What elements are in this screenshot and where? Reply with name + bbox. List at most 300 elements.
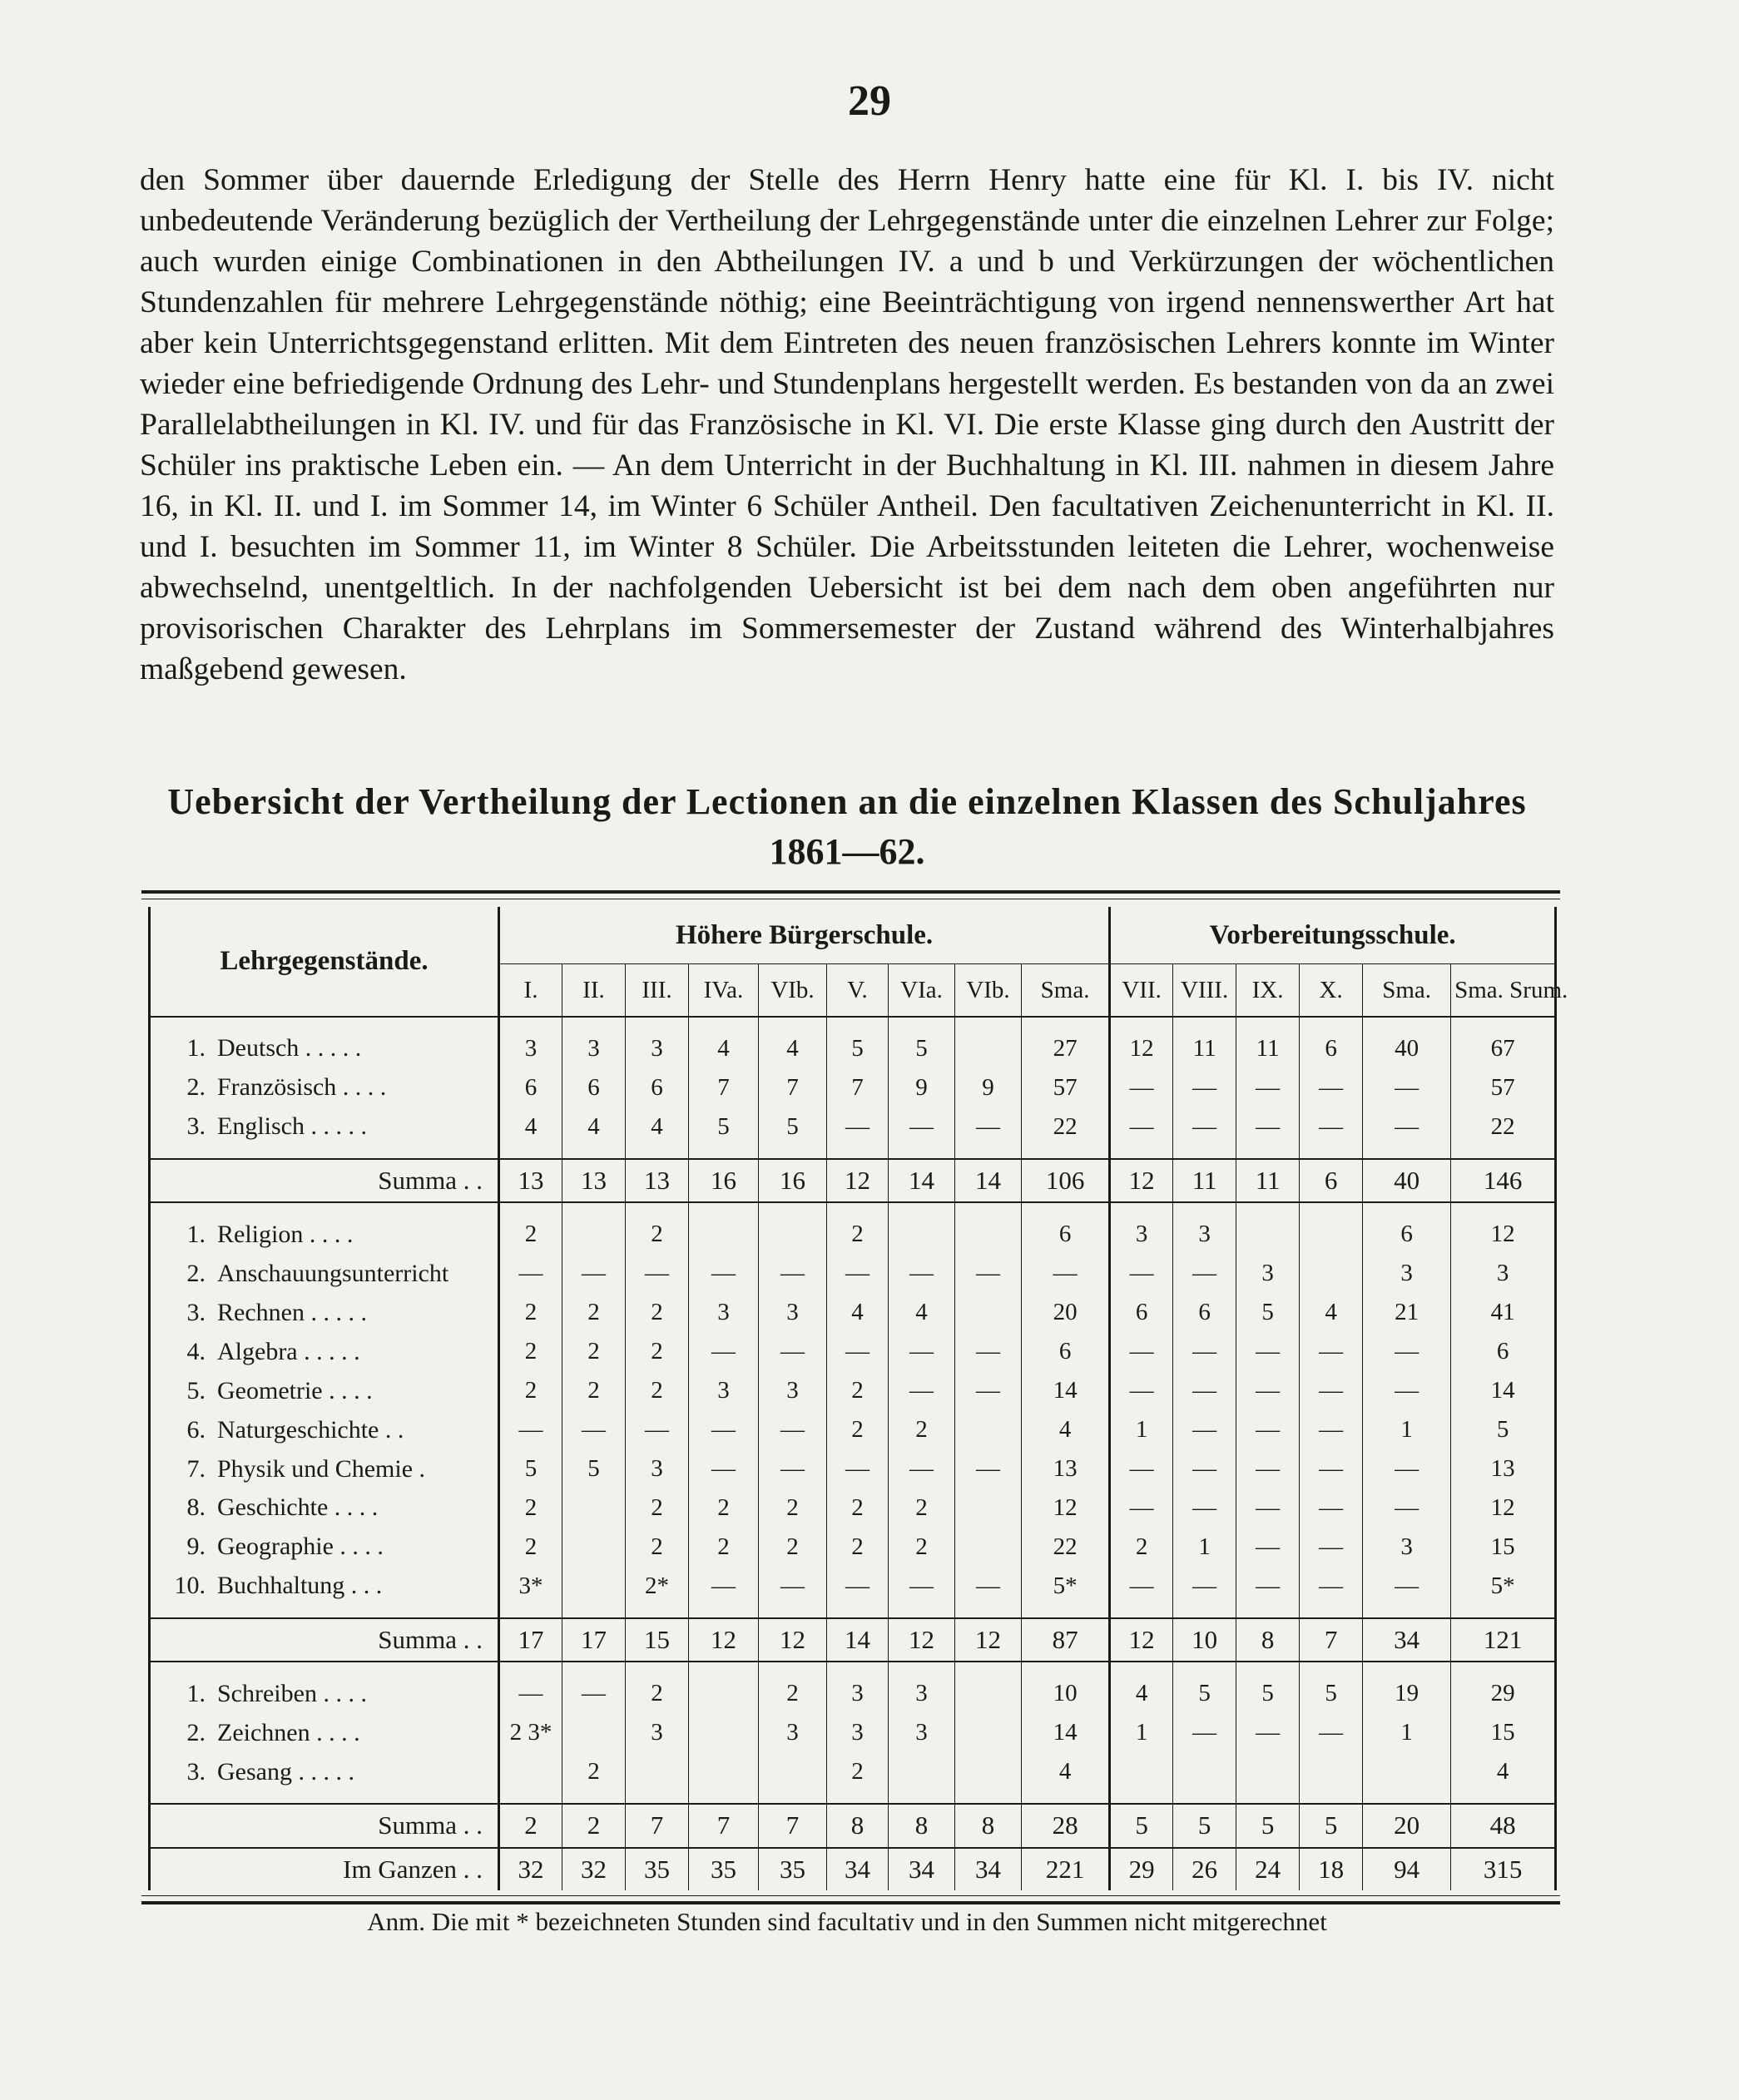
value-cell: — xyxy=(1236,1488,1300,1528)
value-cell: 2 xyxy=(499,1293,562,1332)
value-cell xyxy=(955,1752,1022,1791)
value-cell: 10 xyxy=(1022,1674,1110,1713)
value-cell: 13 xyxy=(1022,1449,1110,1488)
value-cell: 3 xyxy=(1110,1215,1173,1254)
value-cell: — xyxy=(889,1371,955,1410)
value-cell: 4 xyxy=(1022,1410,1110,1449)
subject-name: Französisch . . . . xyxy=(217,1073,387,1102)
value-cell: 8 xyxy=(889,1804,955,1847)
value-cell: — xyxy=(955,1332,1022,1371)
subject-cell xyxy=(150,1293,499,1332)
value-cell: 40 xyxy=(1363,1159,1451,1202)
value-cell: 18 xyxy=(1300,1848,1363,1890)
value-cell: 2 xyxy=(827,1488,889,1528)
value-cell: 8 xyxy=(955,1804,1022,1847)
column-header: X. xyxy=(1300,964,1363,1018)
value-cell: 11 xyxy=(1236,1029,1300,1068)
value-cell: — xyxy=(1110,1254,1173,1293)
value-cell: — xyxy=(1300,1713,1363,1752)
value-cell: 6 xyxy=(562,1068,626,1107)
value-cell: 3 xyxy=(626,1029,689,1068)
value-cell: — xyxy=(1173,1567,1236,1606)
table-title: Uebersicht der Vertheilung der Lectionen an die einzelnen Klassen des Schuljahres xyxy=(167,781,1527,822)
value-cell: 2 xyxy=(562,1804,626,1847)
value-cell: 2 xyxy=(499,1528,562,1567)
value-cell: — xyxy=(889,1449,955,1488)
value-cell: 4 xyxy=(759,1029,827,1068)
value-cell: 14 xyxy=(955,1159,1022,1202)
subject-number: 7. xyxy=(186,1454,206,1483)
value-cell: 3 xyxy=(689,1293,759,1332)
subject-cell xyxy=(150,1528,499,1567)
subject-number: 1. xyxy=(186,1220,206,1248)
value-cell: 11 xyxy=(1173,1029,1236,1068)
value-cell: — xyxy=(626,1254,689,1293)
value-cell: 6 xyxy=(626,1068,689,1107)
column-header: I. xyxy=(499,964,562,1018)
value-cell: — xyxy=(1173,1371,1236,1410)
value-cell: 2 xyxy=(759,1674,827,1713)
value-cell: 14 xyxy=(1022,1713,1110,1752)
value-cell: 4 xyxy=(626,1107,689,1147)
value-cell: 3 xyxy=(759,1713,827,1752)
value-cell: 2 xyxy=(499,1371,562,1410)
value-cell: 3 xyxy=(827,1674,889,1713)
value-cell: 24 xyxy=(1236,1848,1300,1890)
value-cell: 12 xyxy=(1022,1488,1110,1528)
value-cell: 7 xyxy=(759,1068,827,1107)
column-header: VII. xyxy=(1110,964,1173,1018)
value-cell: 12 xyxy=(759,1618,827,1662)
table-row xyxy=(150,1293,1556,1332)
value-cell: 19 xyxy=(1363,1674,1451,1713)
subject-name: Religion . . . . xyxy=(217,1220,354,1248)
value-cell: 1 xyxy=(1110,1713,1173,1752)
table-row xyxy=(150,1107,1556,1147)
value-cell: 8 xyxy=(827,1804,889,1847)
value-cell: 48 xyxy=(1451,1804,1556,1847)
value-cell: 4 xyxy=(1300,1293,1363,1332)
value-cell: 57 xyxy=(1451,1068,1556,1107)
value-cell: 5 xyxy=(1173,1804,1236,1847)
summa-label: Summa . . xyxy=(150,1618,499,1662)
value-cell: 12 xyxy=(889,1618,955,1662)
value-cell xyxy=(562,1488,626,1528)
value-cell: 3 xyxy=(1451,1254,1556,1293)
value-cell: — xyxy=(1300,1107,1363,1147)
value-cell: — xyxy=(827,1449,889,1488)
value-cell xyxy=(955,1410,1022,1449)
value-cell: 5 xyxy=(562,1449,626,1488)
value-cell: 3* xyxy=(499,1567,562,1606)
table-row xyxy=(150,1674,1556,1713)
value-cell: 5 xyxy=(1236,1674,1300,1713)
value-cell: 3 xyxy=(626,1449,689,1488)
value-cell: 9 xyxy=(889,1068,955,1107)
value-cell: 5 xyxy=(1110,1804,1173,1847)
value-cell: 1 xyxy=(1173,1528,1236,1567)
value-cell: 2 xyxy=(562,1371,626,1410)
value-cell: — xyxy=(1173,1332,1236,1371)
subject-cell xyxy=(150,1254,499,1293)
value-cell: — xyxy=(499,1410,562,1449)
value-cell: — xyxy=(827,1567,889,1606)
value-cell xyxy=(955,1029,1022,1068)
value-cell: 2* xyxy=(626,1567,689,1606)
value-cell: — xyxy=(1300,1488,1363,1528)
value-cell xyxy=(562,1215,626,1254)
value-cell xyxy=(1300,1752,1363,1791)
value-cell: — xyxy=(1110,1068,1173,1107)
value-cell: 6 xyxy=(1022,1332,1110,1371)
summa-label: Summa . . xyxy=(150,1159,499,1202)
value-cell: 3 xyxy=(1173,1215,1236,1254)
value-cell: — xyxy=(889,1567,955,1606)
value-cell: 2 xyxy=(827,1528,889,1567)
subject-name: Geographie . . . . xyxy=(217,1533,384,1561)
value-cell: 2 xyxy=(827,1215,889,1254)
value-cell: 5 xyxy=(1300,1804,1363,1847)
value-cell: 12 xyxy=(1110,1618,1173,1662)
value-cell: 16 xyxy=(759,1159,827,1202)
value-cell: — xyxy=(1300,1371,1363,1410)
column-header: III. xyxy=(626,964,689,1018)
value-cell: — xyxy=(955,1107,1022,1147)
value-cell: 3 xyxy=(499,1029,562,1068)
value-cell xyxy=(689,1752,759,1791)
value-cell: — xyxy=(1363,1371,1451,1410)
value-cell: 6 xyxy=(1110,1293,1173,1332)
value-cell: — xyxy=(889,1332,955,1371)
column-header: Sma. xyxy=(1363,964,1451,1018)
value-cell: 29 xyxy=(1451,1674,1556,1713)
value-cell: — xyxy=(499,1674,562,1713)
subject-name: Zeichnen . . . . xyxy=(217,1718,360,1746)
subject-cell xyxy=(150,1332,499,1371)
value-cell: 32 xyxy=(499,1848,562,1890)
value-cell: 11 xyxy=(1173,1159,1236,1202)
value-cell: 15 xyxy=(1451,1713,1556,1752)
value-cell: 5 xyxy=(1173,1674,1236,1713)
value-cell: 3 xyxy=(889,1674,955,1713)
value-cell: — xyxy=(562,1674,626,1713)
value-cell: 5 xyxy=(1236,1293,1300,1332)
value-cell: 35 xyxy=(626,1848,689,1890)
value-cell xyxy=(1300,1215,1363,1254)
value-cell: 5 xyxy=(689,1107,759,1147)
value-cell: 14 xyxy=(827,1618,889,1662)
table-year: 1861—62. xyxy=(769,831,925,872)
subject-cell xyxy=(150,1068,499,1107)
column-header: VIb. xyxy=(759,964,827,1018)
subject-number: 2. xyxy=(186,1718,206,1746)
column-header: Sma. xyxy=(1022,964,1110,1018)
value-cell: 5 xyxy=(1300,1674,1363,1713)
value-cell: 13 xyxy=(499,1159,562,1202)
value-cell: 34 xyxy=(1363,1618,1451,1662)
value-cell: 35 xyxy=(689,1848,759,1890)
value-cell: — xyxy=(689,1449,759,1488)
table-top-rule xyxy=(141,890,1560,899)
spacer-row xyxy=(150,1017,1556,1029)
table-row xyxy=(150,1528,1556,1567)
value-cell: 22 xyxy=(1022,1107,1110,1147)
subject-name: Geometrie . . . . xyxy=(217,1376,373,1404)
value-cell: 21 xyxy=(1363,1293,1451,1332)
value-cell: — xyxy=(1300,1332,1363,1371)
value-cell: 7 xyxy=(827,1068,889,1107)
value-cell xyxy=(689,1713,759,1752)
value-cell: 2 xyxy=(626,1215,689,1254)
value-cell: — xyxy=(1173,1713,1236,1752)
column-header: VIII. xyxy=(1173,964,1236,1018)
value-cell: 2 xyxy=(827,1371,889,1410)
subject-name: Schreiben . . . . xyxy=(217,1679,367,1707)
value-cell: 4 xyxy=(1110,1674,1173,1713)
value-cell: 15 xyxy=(1451,1528,1556,1567)
table-row xyxy=(150,1254,1556,1293)
value-cell: — xyxy=(827,1332,889,1371)
subject-name: Rechnen . . . . . xyxy=(217,1298,367,1326)
value-cell: — xyxy=(889,1107,955,1147)
value-cell: 2 xyxy=(626,1488,689,1528)
value-cell: — xyxy=(1236,1528,1300,1567)
value-cell: 4 xyxy=(689,1029,759,1068)
value-cell: — xyxy=(1363,1107,1451,1147)
subject-number: 1. xyxy=(186,1679,206,1707)
value-cell: 32 xyxy=(562,1848,626,1890)
subject-cell xyxy=(150,1752,499,1791)
value-cell: 22 xyxy=(1022,1528,1110,1567)
value-cell: 3 xyxy=(1236,1254,1300,1293)
column-header: VIa. xyxy=(889,964,955,1018)
value-cell: — xyxy=(955,1254,1022,1293)
value-cell: 5 xyxy=(1451,1410,1556,1449)
value-cell: 17 xyxy=(562,1618,626,1662)
value-cell: — xyxy=(626,1410,689,1449)
value-cell xyxy=(759,1215,827,1254)
summa-row xyxy=(150,1618,1556,1662)
value-cell: 16 xyxy=(689,1159,759,1202)
value-cell: 34 xyxy=(889,1848,955,1890)
value-cell: 2 3* xyxy=(499,1713,562,1752)
value-cell: 3 xyxy=(626,1713,689,1752)
value-cell xyxy=(1363,1752,1451,1791)
value-cell: — xyxy=(1300,1410,1363,1449)
value-cell: — xyxy=(955,1567,1022,1606)
summa-row xyxy=(150,1159,1556,1202)
value-cell: 12 xyxy=(1451,1215,1556,1254)
subject-name: Algebra . . . . . xyxy=(217,1337,360,1365)
subject-number: 8. xyxy=(186,1493,206,1522)
value-cell: — xyxy=(1110,1567,1173,1606)
table-row xyxy=(150,1068,1556,1107)
value-cell: 67 xyxy=(1451,1029,1556,1068)
value-cell: 12 xyxy=(689,1618,759,1662)
subject-number: 1. xyxy=(186,1034,206,1062)
value-cell xyxy=(562,1713,626,1752)
value-cell: 34 xyxy=(827,1848,889,1890)
subject-number: 4. xyxy=(186,1337,206,1365)
value-cell: 4 xyxy=(562,1107,626,1147)
value-cell: — xyxy=(1110,1371,1173,1410)
value-cell: 2 xyxy=(827,1410,889,1449)
body-paragraph: den Sommer über dauernde Erledigung der Stelle des Herrn Henry hatte eine für Kl. I. bis IV. nicht unbedeutende Veränderung bezüglich der Vertheilung der Lehrgegenstände unter die einzelnen Lehrer zur Folge; auch wurden einige Combinationen in den Abtheilungen IV. a und b und Verkürzungen der wöchentlichen Stundenzahlen für mehrere Lehrgegenstände nöthig; eine Beeinträchtigung von irgend nennenswerther Art hat aber kein Unterrichtsgegenstand erlitten. Mit dem Eintreten des neuen französischen Lehrers konnte im Winter wieder eine befriedigende Ordnung des Lehr- und Stundenplans hergestellt werden. Es bestanden von da an zwei Parallelabtheilungen in Kl. IV. und für das Französische in Kl. VI. Die erste Klasse ging durch den Austritt der Schüler ins praktische Leben ein. — An dem Unterricht in der Buchhaltung in Kl. III. nahmen in diesem Jahre 16, in Kl. II. und I. im Sommer 14, im Winter 6 Schüler Antheil. Den facultativen Zeichenunterricht in Kl. II. und I. besuchten im Sommer 11, im Winter 8 Schüler. Die Arbeitsstunden leiteten die Lehrer, wochenweise abwechselnd, unentgeltlich. In der nachfolgenden Uebersicht ist bei dem nach dem oben angeführten nur provisorischen Charakter des Lehrplans im Sommersemester der Zustand während des Winterhalbjahres maßgebend gewesen. xyxy=(140,163,1554,686)
value-cell: 5* xyxy=(1451,1567,1556,1606)
value-cell: 94 xyxy=(1363,1848,1451,1890)
value-cell: 15 xyxy=(626,1618,689,1662)
subject-number: 3. xyxy=(186,1112,206,1141)
value-cell: 4 xyxy=(1451,1752,1556,1791)
column-header: IVa. xyxy=(689,964,759,1018)
value-cell: 5 xyxy=(889,1029,955,1068)
value-cell: 20 xyxy=(1363,1804,1451,1847)
value-cell: 3 xyxy=(889,1713,955,1752)
value-cell: 26 xyxy=(1173,1848,1236,1890)
value-cell: 2 xyxy=(759,1488,827,1528)
value-cell: — xyxy=(759,1254,827,1293)
total-row xyxy=(150,1848,1556,1890)
value-cell: 3 xyxy=(1363,1254,1451,1293)
value-cell: 2 xyxy=(1110,1528,1173,1567)
value-cell: 5 xyxy=(499,1449,562,1488)
value-cell: 2 xyxy=(889,1488,955,1528)
subject-number: 6. xyxy=(186,1415,206,1444)
value-cell: 6 xyxy=(1300,1159,1363,1202)
value-cell xyxy=(1236,1752,1300,1791)
value-cell xyxy=(689,1674,759,1713)
value-cell: 106 xyxy=(1022,1159,1110,1202)
value-cell: — xyxy=(889,1254,955,1293)
table-row xyxy=(150,1410,1556,1449)
value-cell: 1 xyxy=(1363,1410,1451,1449)
value-cell: — xyxy=(1236,1068,1300,1107)
value-cell: 6 xyxy=(1300,1029,1363,1068)
value-cell: — xyxy=(1300,1528,1363,1567)
subject-cell xyxy=(150,1410,499,1449)
value-cell: — xyxy=(689,1410,759,1449)
value-cell xyxy=(955,1215,1022,1254)
subject-cell xyxy=(150,1107,499,1147)
value-cell: 2 xyxy=(626,1528,689,1567)
subject-number: 9. xyxy=(186,1533,206,1561)
value-cell: 2 xyxy=(689,1528,759,1567)
value-cell: — xyxy=(1110,1107,1173,1147)
value-cell: — xyxy=(827,1254,889,1293)
table-bottom-rule xyxy=(141,1895,1560,1904)
value-cell: — xyxy=(1173,1068,1236,1107)
value-cell: 12 xyxy=(827,1159,889,1202)
spacer-row xyxy=(150,1147,1556,1159)
value-cell: — xyxy=(759,1410,827,1449)
value-cell: 3 xyxy=(759,1371,827,1410)
table-body xyxy=(150,1017,1556,1890)
value-cell: 40 xyxy=(1363,1029,1451,1068)
value-cell: 2 xyxy=(889,1410,955,1449)
value-cell xyxy=(689,1215,759,1254)
value-cell: 13 xyxy=(1451,1449,1556,1488)
subject-name: Anschauungsunterricht xyxy=(217,1259,449,1287)
subject-cell xyxy=(150,1713,499,1752)
value-cell: 17 xyxy=(499,1618,562,1662)
value-cell: — xyxy=(1236,1449,1300,1488)
value-cell: 7 xyxy=(1300,1618,1363,1662)
value-cell: — xyxy=(1173,1254,1236,1293)
value-cell: 6 xyxy=(1451,1332,1556,1371)
value-cell: 5 xyxy=(1236,1804,1300,1847)
value-cell: 3 xyxy=(827,1713,889,1752)
value-cell: — xyxy=(1173,1107,1236,1147)
value-cell: 9 xyxy=(955,1068,1022,1107)
value-cell: 10 xyxy=(1173,1618,1236,1662)
value-cell: — xyxy=(1236,1410,1300,1449)
subject-number: 10. xyxy=(174,1572,206,1600)
value-cell xyxy=(626,1752,689,1791)
value-cell: — xyxy=(499,1254,562,1293)
value-cell: — xyxy=(1110,1488,1173,1528)
column-header: IX. xyxy=(1236,964,1300,1018)
value-cell: — xyxy=(1236,1567,1300,1606)
value-cell: — xyxy=(1236,1107,1300,1147)
value-cell: 7 xyxy=(626,1804,689,1847)
value-cell: — xyxy=(759,1449,827,1488)
value-cell: 2 xyxy=(562,1332,626,1371)
subject-cell xyxy=(150,1371,499,1410)
value-cell: — xyxy=(1236,1332,1300,1371)
value-cell xyxy=(955,1674,1022,1713)
value-cell: — xyxy=(1363,1332,1451,1371)
table-row xyxy=(150,1215,1556,1254)
value-cell: — xyxy=(562,1410,626,1449)
column-header: VIb. xyxy=(955,964,1022,1018)
value-cell: — xyxy=(689,1567,759,1606)
spacer-row xyxy=(150,1202,1556,1215)
subject-name: Buchhaltung . . . xyxy=(217,1572,383,1600)
value-cell: 20 xyxy=(1022,1293,1110,1332)
value-cell: 2 xyxy=(689,1488,759,1528)
value-cell: 13 xyxy=(562,1159,626,1202)
subject-name: Geschichte . . . . xyxy=(217,1493,379,1522)
value-cell: 22 xyxy=(1451,1107,1556,1147)
value-cell: 2 xyxy=(499,1488,562,1528)
value-cell: 2 xyxy=(889,1528,955,1567)
value-cell: 12 xyxy=(1110,1029,1173,1068)
value-cell: 2 xyxy=(499,1332,562,1371)
value-cell: 12 xyxy=(1110,1159,1173,1202)
value-cell: — xyxy=(689,1332,759,1371)
table-row xyxy=(150,1449,1556,1488)
value-cell: — xyxy=(955,1371,1022,1410)
value-cell: 3 xyxy=(562,1029,626,1068)
value-cell: — xyxy=(1363,1567,1451,1606)
value-cell: 8 xyxy=(1236,1618,1300,1662)
value-cell: — xyxy=(1300,1068,1363,1107)
value-cell: 2 xyxy=(759,1528,827,1567)
value-cell xyxy=(955,1713,1022,1752)
value-cell: — xyxy=(827,1107,889,1147)
value-cell: — xyxy=(759,1332,827,1371)
value-cell xyxy=(499,1752,562,1791)
group-header-hoehere: Höhere Bürgerschule. xyxy=(499,907,1110,964)
value-cell: 6 xyxy=(1173,1293,1236,1332)
subject-number: 5. xyxy=(186,1376,206,1404)
value-cell: 12 xyxy=(1451,1488,1556,1528)
group-header-vorbereitung: Vorbereitungsschule. xyxy=(1110,907,1556,964)
subject-name: Deutsch . . . . . xyxy=(217,1034,362,1062)
value-cell: — xyxy=(1110,1449,1173,1488)
value-cell: 4 xyxy=(1022,1752,1110,1791)
subject-number: 2. xyxy=(186,1073,206,1102)
